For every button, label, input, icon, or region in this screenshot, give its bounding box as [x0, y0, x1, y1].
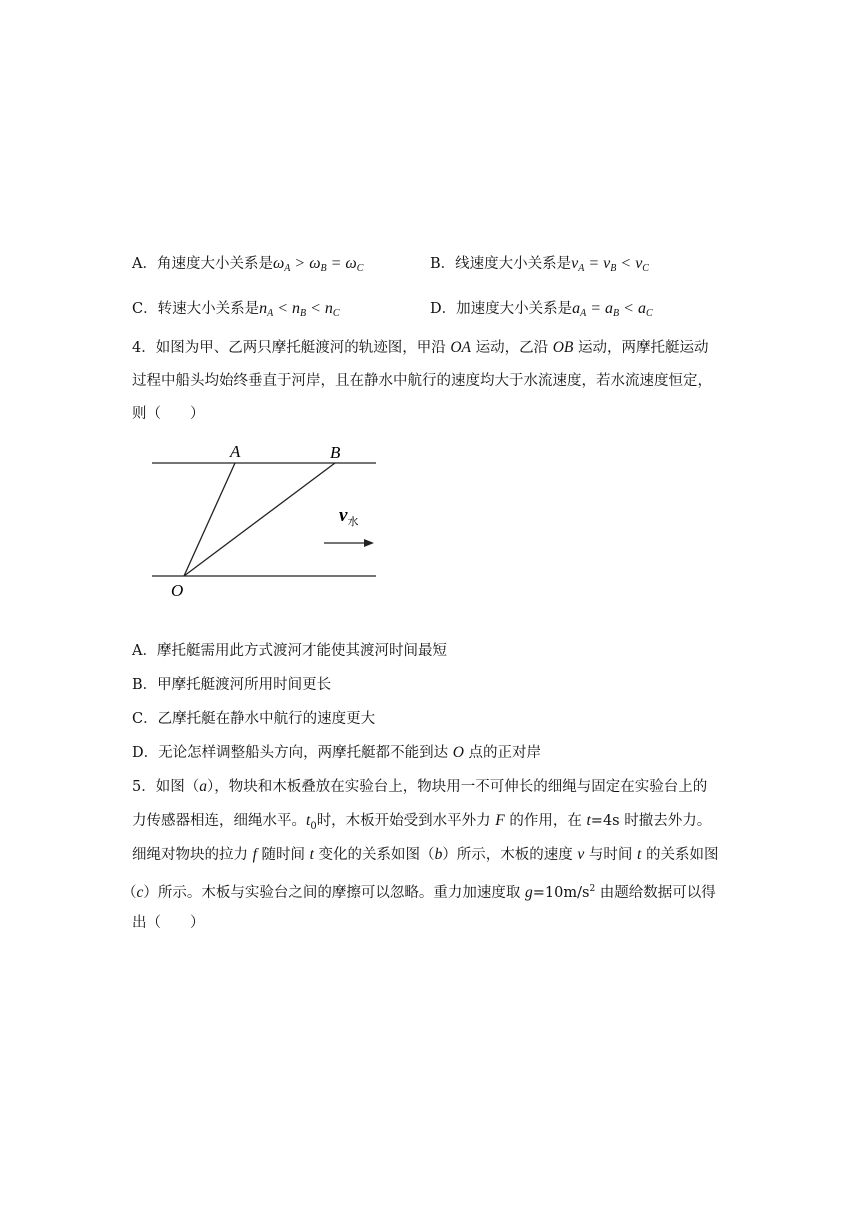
q3-option-d-formula: $a_A = a_B < a_C$	[572, 300, 653, 319]
q3-option-d-label: D．加速度大小关系是	[430, 301, 573, 317]
q4-option-d: D．无论怎样调整船头方向，两摩托艇都不能到达 O 点的正对岸	[132, 744, 542, 761]
q3-option-a	[132, 254, 363, 279]
label-b: B	[330, 443, 341, 462]
path-oa	[184, 463, 235, 576]
q3-option-d	[430, 299, 653, 324]
q4-option-a: A．摩托艇需用此方式渡河才能使其渡河时间最短	[132, 643, 447, 659]
q4-option-c: C．乙摩托艇在静水中航行的速度更大	[132, 711, 376, 727]
path-ob	[184, 463, 335, 576]
q4-stem-line-3: 则（ ）	[132, 406, 205, 422]
q5-stem-line-2: 力传感器相连，细绳水平。$t_0$时，木板开始受到水平外力 F 的作用，在 t=4s 时撤去外力。	[132, 812, 712, 832]
q4-option-b: B．甲摩托艇渡河所用时间更长	[132, 677, 332, 693]
q4-stem-line-1: 4．如图为甲、乙两只摩托艇渡河的轨迹图，甲沿 OA 运动，乙沿 OB 运动，两摩托艇运动	[132, 339, 709, 356]
q3-option-b-formula: $v_A = v_B < v_C$	[571, 255, 649, 274]
label-a: A	[230, 442, 241, 461]
q3-option-a-formula: $\omega_A > \omega_B = \omega_C$	[272, 255, 364, 274]
label-o: O	[171, 581, 184, 600]
water-flow-arrowhead	[364, 539, 374, 547]
q5-stem-line-3: 细绳对物块的拉力 f 随时间 t 变化的关系如图（b）所示，木板的速度 v 与时间 t 的关系如图	[132, 846, 719, 863]
q3-option-a-label: A．角速度大小关系是	[132, 256, 273, 272]
q5-stem-line-5: 出（ ）	[132, 915, 205, 931]
q3-option-b	[430, 254, 649, 279]
q3-option-c-label: C．转速大小关系是	[132, 301, 260, 317]
q5-stem-line-1: 5．如图（a），物块和木板叠放在实验台上，物块用一不可伸长的细绳与固定在实验台上的	[132, 778, 708, 795]
q4-stem-line-2: 过程中船头均始终垂直于河岸，且在静水中航行的速度均大于水流速度，若水流速度恒定，	[132, 373, 712, 389]
label-v-water: $v_水$	[339, 505, 359, 528]
q3-option-c	[132, 299, 340, 324]
q5-stem-line-4: （c）所示。木板与实验台之间的摩擦可以忽略。重力加速度取 $g=10m/s^2$ 由题给数据可以得	[122, 883, 716, 901]
river-crossing-diagram	[140, 434, 390, 604]
q3-option-b-label: B．线速度大小关系是	[430, 256, 572, 272]
q3-option-c-formula: $n_A < n_B < n_C$	[259, 300, 340, 319]
